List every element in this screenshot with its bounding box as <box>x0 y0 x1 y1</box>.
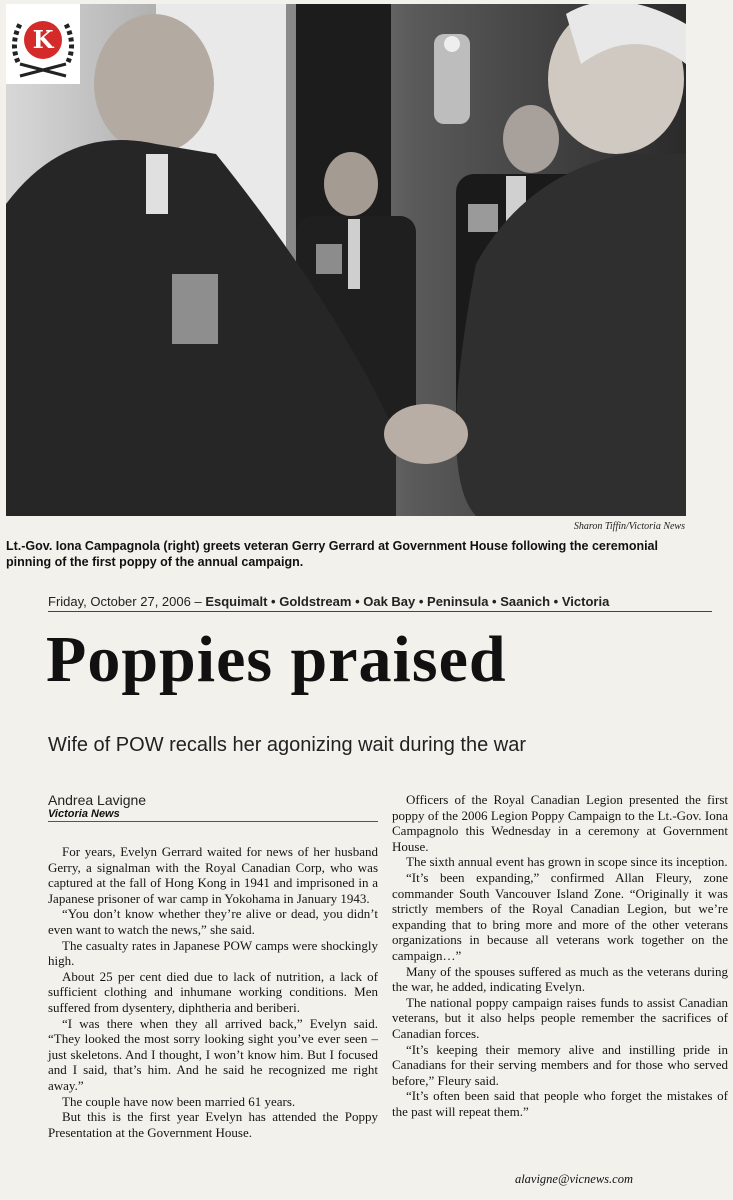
article-paragraph: The sixth annual event has grown in scope since its inception. <box>406 854 728 870</box>
photo-caption: Lt.-Gov. Iona Campagnola (right) greets veteran Gerry Gerrard at Government House following the ceremonial pinning of the first poppy of the annual campaign. <box>6 539 658 569</box>
article-paragraph: The couple have now been married 61 years. <box>62 1093 296 1109</box>
article-paragraph: Many of the spouses suffered as much as the veterans during the war, he added, indicating Evelyn. <box>392 963 728 995</box>
article-paragraph: “It’s keeping their memory alive and instilling pride in Canadians for their serving members and for those who served before,” Fleury said. <box>392 1041 728 1088</box>
article-paragraph: “I was there when they all arrived back,” Evelyn said. “They looked the most sorry looking sight you’ve ever seen – just skeletons. And I thought, I won’t know him. But I focused and I said, that’s him. And he said he recognized me right away.” <box>48 1015 378 1093</box>
article-column-left <box>48 844 378 1140</box>
article-paragraph: “It’s often been said that people who forget the mistakes of the past will repeat them.” <box>392 1088 728 1119</box>
handshake <box>384 404 468 464</box>
byline <box>48 792 378 822</box>
article-paragraph: For years, Evelyn Gerrard waited for news of her husband Gerry, a signalman with the Royal Canadian Corp, who was captured at the fall of Hong Kong in 1941 and imprisoned in a Japanese prisoner of war camp in Yokohama in January 1943. <box>48 844 378 906</box>
wall-sconce <box>434 34 470 124</box>
issue-date: Friday, October 27, 2006 – <box>48 594 202 609</box>
logo-letter: K <box>32 25 54 54</box>
author-name: Andrea Lavigne <box>48 792 147 808</box>
article-column-right <box>392 792 728 1119</box>
newspaper-logo <box>6 4 80 84</box>
folio-line <box>48 594 712 612</box>
article-paragraph: But this is the first year Evelyn has attended the Poppy Presentation at the Government House. <box>48 1109 378 1140</box>
author-email: alavigne@vicnews.com <box>514 1172 633 1186</box>
article-paragraph: The national poppy campaign raises funds to assist Canadian veterans, but it also helps people remember the sacrifices of Canadian forces. <box>392 994 728 1041</box>
author-organization: Victoria News <box>48 808 378 822</box>
article-paragraph: The casualty rates in Japanese POW camps were shockingly high. <box>48 937 378 969</box>
subheadline: Wife of POW recalls her agonizing wait during the war <box>48 734 526 756</box>
headline: Poppies praised <box>46 623 507 696</box>
news-photo <box>6 4 686 516</box>
article-paragraph: About 25 per cent died due to lack of nutrition, a lack of sufficient clothing and inhumane working conditions. Men suffered from dysentery, diphtheria and beriberi. <box>48 968 378 1015</box>
article-paragraph: Officers of the Royal Canadian Legion presented the first poppy of the 2006 Legion Poppy Campaign to the Lt.-Gov. Iona Campagnolo this Wednesday in a ceremony at Government House. <box>392 792 728 854</box>
article-paragraph: “You don’t know whether they’re alive or dead, you didn’t even want to watch the news,” she said. <box>48 906 378 937</box>
laurel-wreath-k-logo-icon <box>6 4 80 84</box>
photo-illustration <box>6 4 686 516</box>
article-paragraph: “It’s been expanding,” confirmed Allan Fleury, zone commander South Vancouver Island Zone. “Originally it was strictly members of the Royal Canadian Legion, but we’re expanding that to bring more and more of the other veterans organizations in because all veterans work together on the campaign…” <box>392 869 728 963</box>
photo-credit: Sharon Tiffin/Victoria News <box>573 521 685 532</box>
edition-list: Esquimalt • Goldstream • Oak Bay • Peninsula • Saanich • Victoria <box>205 594 610 609</box>
